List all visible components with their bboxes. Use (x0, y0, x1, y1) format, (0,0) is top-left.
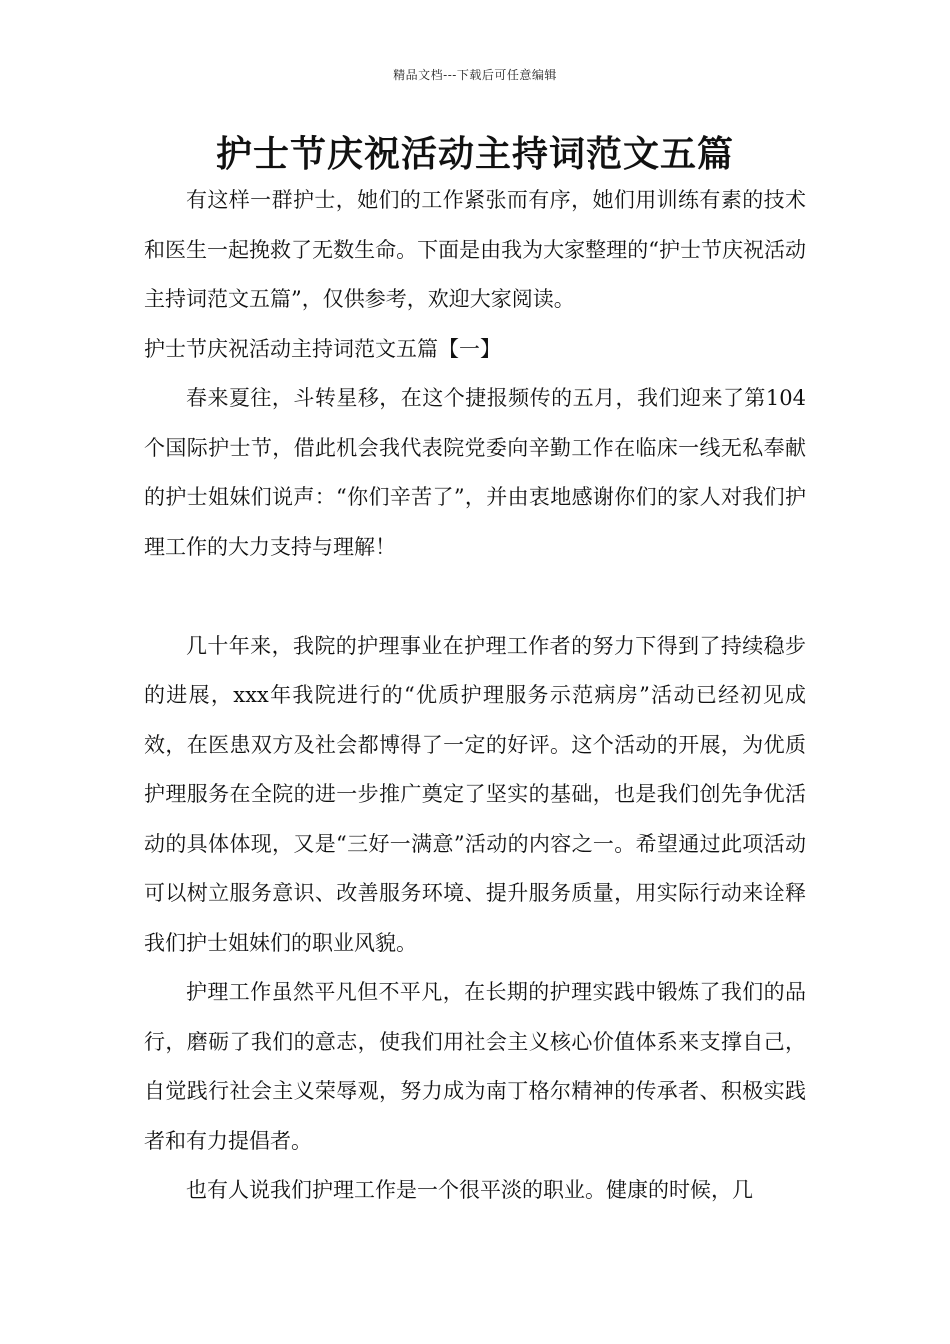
section-heading: 护士节庆祝活动主持词范文五篇【一】 (144, 336, 501, 361)
paragraph-spacer (144, 572, 806, 622)
body-paragraph-2: 几十年来，我院的护理事业在护理工作者的努力下得到了持续稳步的进展，xxx年我院进行的“优质护理服务示范病房”活动已经初见成效，在医患双方及社会都博得了一定的好评。这个活动的开展，为优质护理服务在全院的进一步推广奠定了坚实的基础，也是我们创先争优活动的具体体现，又是“三好一满意”活动的内容之一。希望通过此项活动可以树立服务意识、改善服务环境、提升服务质量，用实际行动来诠释我们护士姐妹们的职业风貌。 (144, 633, 806, 955)
body-paragraph-4: 也有人说我们护理工作是一个很平淡的职业。健康的时候，几 (186, 1178, 753, 1202)
document-body (144, 176, 806, 1216)
body-paragraph-3: 护理工作虽然平凡但不平凡，在长期的护理实践中锻炼了我们的品行，磨砺了我们的意志，使我们用社会主义核心价值体系来支撑自己，自觉践行社会主义荣辱观，努力成为南丁格尔精神的传承者、积极实践者和有力提倡者。 (144, 980, 806, 1153)
document-title: 护士节庆祝活动主持词范文五篇 (215, 133, 734, 175)
body-paragraph-1: 春来夏往，斗转星移，在这个捷报频传的五月，我们迎来了第104个国际护士节，借此机会我代表院党委向辛勤工作在临床一线无私奉献的护士姐妹们说声：“你们辛苦了”，并由衷地感谢你们的家人对我们护理工作的大力支持与理解！ (144, 386, 806, 559)
header-note: 精品文档---下载后可任意编辑 (393, 68, 557, 82)
intro-paragraph: 有这样一群护士，她们的工作紧张而有序，她们用训练有素的技术和医生一起挽救了无数生命。下面是由我为大家整理的“护士节庆祝活动主持词范文五篇”，仅供参考，欢迎大家阅读。 (144, 188, 806, 311)
